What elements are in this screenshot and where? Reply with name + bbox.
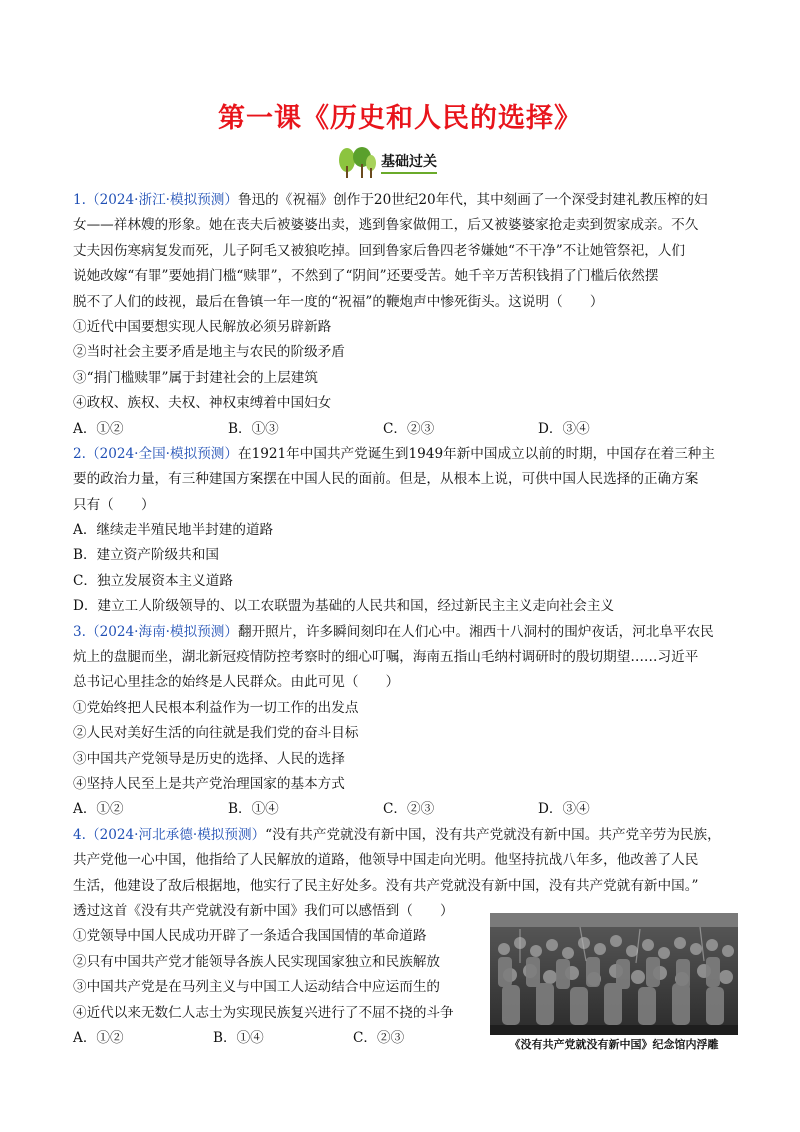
- answer-options: [73, 1026, 493, 1051]
- statement: ②只有中国共产党才能领导各族人民实现国家独立和民族解放: [73, 953, 441, 970]
- statement: ①党领导中国人民成功开辟了一条适合我国国情的革命道路: [73, 928, 427, 945]
- question-source: （2024·海南·模拟预测）: [85, 623, 238, 640]
- question-number: 2.: [73, 445, 86, 462]
- page-title: 第一课《历史和人民的选择》: [218, 103, 582, 134]
- question-stem-line: 丈夫因伤寒病复发而死，儿子阿毛又被狼吃掉。回到鲁家后鲁四老爷嫌她“不干净”不让她管祭祀，人们: [73, 242, 686, 259]
- option-c: C．②③: [353, 1029, 405, 1046]
- question-stem-line: 总书记心里挂念的始终是人民群众。由此可见（ ）: [73, 674, 400, 691]
- question-stem-line: 4.（2024·河北承德·模拟预测）“没有共产党就没有新中国，没有共产党就没有新中国。共产党辛劳为民族，: [73, 826, 721, 843]
- question-4-body: [73, 924, 493, 1051]
- option-a: A．继续走半殖民地半封建的道路: [73, 522, 274, 539]
- question-1: [73, 188, 737, 442]
- statement: ②当时社会主要矛盾是地主与农民的阶级矛盾: [73, 344, 345, 361]
- question-stem-line: 2.（2024·全国·模拟预测）在1921年中国共产党诞生到1949年新中国成立以前的时期，中国存在着三种主: [73, 445, 715, 462]
- section-label: 基础过关: [381, 151, 437, 174]
- option-b: B．建立资产阶级共和国: [73, 547, 219, 564]
- question-source: （2024·浙江·模拟预测）: [85, 192, 238, 208]
- question-stem-line: 女——祥林嫂的形象。她在丧夫后被婆婆出卖，逃到鲁家做佣工，后又被婆婆家抢走卖到贺家成亲。不久: [73, 217, 699, 234]
- question-number: 1.: [73, 192, 86, 208]
- option-a: A．①②: [73, 801, 124, 818]
- question-stem-line: 1.（2024·浙江·模拟预测）鲁迅的《祝福》创作于20世纪20年代，其中刻画了一个深受封建礼教压榨的妇: [73, 192, 708, 208]
- question-2: [73, 442, 737, 620]
- question-stem-line: 说她改嫁“有罪”要她捐门槛“赎罪”，不然到了“阴间”还要受苦。她千辛万苦积钱捐了门槛后依然摆: [73, 268, 659, 285]
- section-badge: [337, 146, 437, 178]
- question-stem-line: 脱不了人们的歧视，最后在鲁镇一年一度的“祝福”的鞭炮声中惨死街头。这说明（ ）: [73, 293, 604, 310]
- question-3: [73, 620, 737, 823]
- option-d: D．③④: [538, 801, 590, 818]
- option-d: D．建立工人阶级领导的、以工农联盟为基础的人民共和国，经过新民主主义走向社会主义: [73, 598, 615, 615]
- question-number: 4.: [73, 826, 86, 843]
- question-source: （2024·全国·模拟预测）: [85, 445, 238, 462]
- question-source: （2024·河北承德·模拟预测）: [85, 826, 266, 843]
- question-stem-line: 生活，他建设了敌后根据地，他实行了民主好处多。没有共产党就没有新中国，没有共产党就有新中国。”: [73, 877, 699, 894]
- option-a: A．①②: [73, 1029, 124, 1046]
- statement: ②人民对美好生活的向往就是我们党的奋斗目标: [73, 725, 359, 742]
- question-stem-line: 共产党他一心中国，他指给了人民解放的道路，他领导中国走向光明。他坚持抗战八年多，他改善了人民: [73, 852, 699, 869]
- statement: ③中国共产党领导是历史的选择、人民的选择: [73, 750, 345, 767]
- relief-sculpture-image: [490, 913, 738, 1035]
- option-d: D．③④: [538, 420, 590, 437]
- statement: ③中国共产党是在马列主义与中国工人运动结合中应运而生的: [73, 979, 441, 996]
- option-b: B．①④: [213, 1029, 264, 1046]
- statement: ③“捐门槛赎罪”属于封建社会的上层建筑: [73, 369, 318, 386]
- statement: ④政权、族权、夫权、神权束缚着中国妇女: [73, 395, 332, 412]
- statement: ④坚持人民至上是共产党治理国家的基本方式: [73, 775, 345, 792]
- question-stem-line: 要的政治力量，有三种建国方案摆在中国人民的面前。但是，从根本上说，可供中国人民选择的正确方案: [73, 471, 699, 488]
- question-stem-line: 炕上的盘腿而坐，湖北新冠疫情防控考察时的细心叮嘱，海南五指山毛纳村调研时的殷切期望……习近平: [73, 649, 699, 666]
- relief-figure: [490, 913, 738, 1052]
- answer-options: [73, 417, 737, 442]
- figure-caption: 《没有共产党就没有新中国》纪念馆内浮雕: [509, 1038, 719, 1051]
- option-b: B．①④: [228, 801, 279, 818]
- question-stem-line: 只有（ ）: [73, 496, 155, 513]
- statement: ④近代以来无数仁人志士为实现民族复兴进行了不屈不挠的斗争: [73, 1004, 454, 1021]
- statement: ①近代中国要想实现人民解放必须另辟新路: [73, 318, 332, 335]
- option-c: C．②③: [383, 420, 435, 437]
- statement: ①党始终把人民根本利益作为一切工作的出发点: [73, 699, 359, 716]
- tree-icon: [337, 146, 377, 178]
- question-stem-line: 透过这首《没有共产党就没有新中国》我们可以感悟到（ ）: [73, 902, 454, 919]
- question-number: 3.: [73, 623, 86, 640]
- option-c: C．独立发展资本主义道路: [73, 572, 233, 589]
- option-c: C．②③: [383, 801, 435, 818]
- option-a: A．①②: [73, 420, 124, 437]
- question-stem-line: 3.（2024·海南·模拟预测）翻开照片，许多瞬间刻印在人们心中。湘西十八洞村的围炉夜话，河北阜平农民: [73, 623, 714, 640]
- answer-options: [73, 797, 737, 822]
- option-b: B．①③: [228, 420, 279, 437]
